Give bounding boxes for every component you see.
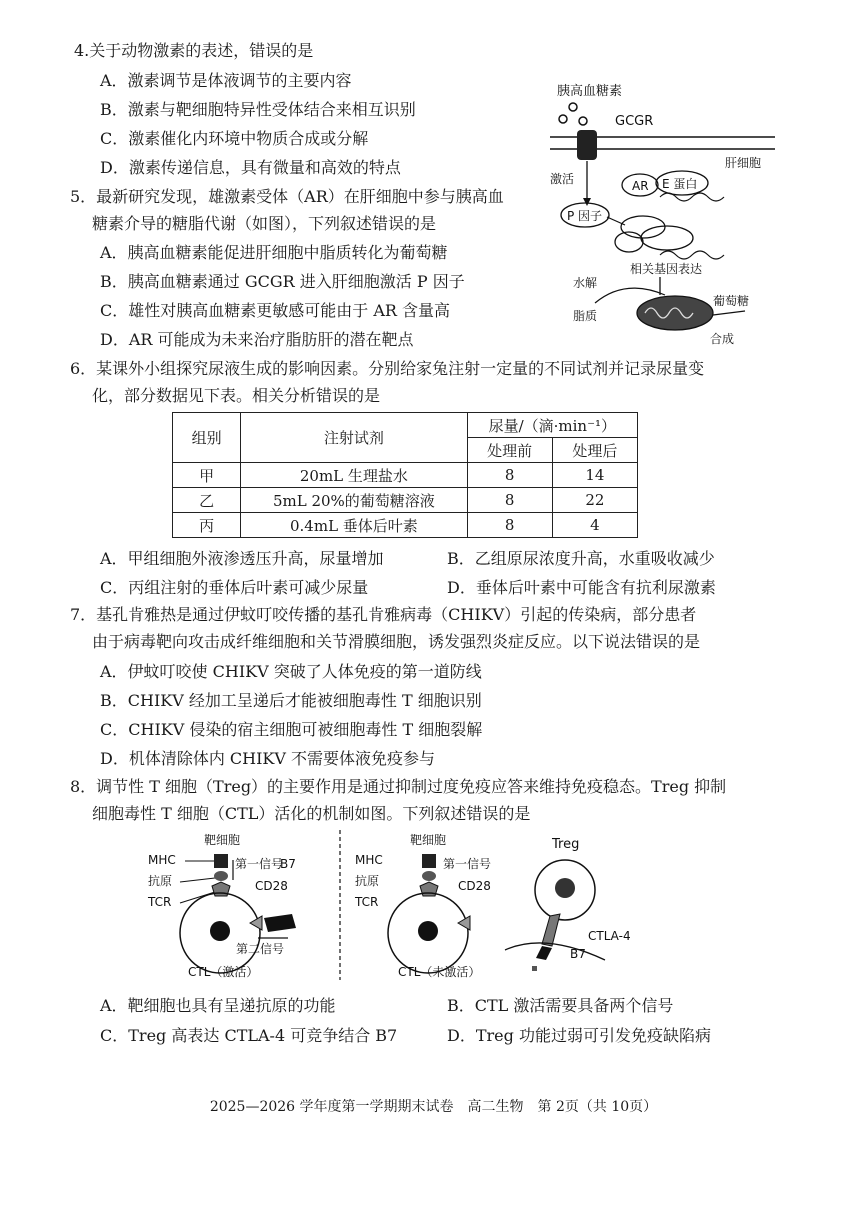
ctla4-icon xyxy=(542,914,560,946)
q8-option-b: B．CTL 激活需要具备两个信号 xyxy=(447,996,674,1015)
q5-option-c: C．雄性对胰高血糖素更敏感可能由于 AR 含量高 xyxy=(100,301,451,320)
glucagon-molecule-icon xyxy=(579,117,587,125)
ctla4-label: CTLA-4 xyxy=(588,929,631,943)
q7-option-d: D．机体清除体内 CHIKV 不需要体液免疫参与 xyxy=(100,749,436,768)
q5-stem-line2: 糖素介导的糖脂代谢（如图），下列叙述错误的是 xyxy=(92,214,437,233)
table-cell-group: 丙 xyxy=(173,513,241,538)
liver-cell-label: 肝细胞 xyxy=(725,156,762,170)
q6-stem-line1: 6．某课外小组探究尿液生成的影响因素。分别给家兔注射一定量的不同试剂并记录尿量变 xyxy=(70,359,705,378)
dna-strand-icon xyxy=(660,251,724,259)
b7-ligand-icon xyxy=(264,914,296,932)
cd28-receptor-icon xyxy=(458,916,470,930)
treg-mechanism-figure xyxy=(140,828,680,988)
p-factor-label: P 因子 xyxy=(567,209,603,223)
gcgr-receptor-icon xyxy=(577,130,597,160)
gene-expression-label: 相关基因表达 xyxy=(630,262,703,276)
antigen-label: 抗原 xyxy=(148,874,173,888)
table-header-urine: 尿量/（滴·min⁻¹） xyxy=(467,413,637,438)
mitochondrion-icon xyxy=(637,296,713,330)
cd28-label: CD28 xyxy=(255,879,288,893)
e-protein-label: E 蛋白 xyxy=(662,177,698,191)
glucagon-label: 胰高血糖素 xyxy=(557,84,623,99)
table-cell-group: 甲 xyxy=(173,463,241,488)
b7-label: B7 xyxy=(280,857,296,871)
b7-bound-icon xyxy=(536,946,552,960)
table-row xyxy=(173,488,638,513)
target-cell-label: 靶细胞 xyxy=(410,833,447,847)
q8-option-c: C．Treg 高表达 CTLA-4 可竞争结合 B7 xyxy=(100,1026,398,1045)
treg-label: Treg xyxy=(552,837,580,852)
mhc-label: MHC xyxy=(148,853,176,867)
table-row xyxy=(173,513,638,538)
table-cell-reagent: 5mL 20%的葡萄糖溶液 xyxy=(241,488,467,513)
table-header-group: 组别 xyxy=(173,413,241,463)
q7-option-b: B．CHIKV 经加工呈递后才能被细胞毒性 T 细胞识别 xyxy=(100,691,482,710)
q5-option-b: B．胰高血糖素通过 GCGR 进入肝细胞激活 P 因子 xyxy=(100,272,465,291)
cd28-label: CD28 xyxy=(458,879,491,893)
q6-option-d: D．垂体后叶素中可能含有抗利尿激素 xyxy=(447,578,716,597)
mhc-label: MHC xyxy=(355,853,383,867)
q8-stem-line1: 8．调节性 T 细胞（Treg）的主要作用是通过抑制过度免疫应答来维持免疫稳态。Treg 抑制 xyxy=(70,777,727,796)
q4-option-d: D．激素传递信息，具有微量和高效的特点 xyxy=(100,158,401,177)
page-footer: 2025—2026 学年度第一学期期末试卷 高二生物 第 2页（共 10页） xyxy=(209,1099,658,1115)
table-cell-reagent: 20mL 生理盐水 xyxy=(241,463,467,488)
lipid-label: 脂质 xyxy=(573,309,598,323)
synthesis-label: 合成 xyxy=(710,332,735,346)
small-particle-icon xyxy=(532,966,537,971)
q4-stem: 4.关于动物激素的表述，错误的是 xyxy=(74,41,314,60)
glucose-arrow xyxy=(713,311,745,315)
table-cell-before: 8 xyxy=(467,513,552,538)
q5-option-a: A．胰高血糖素能促进肝细胞中脂质转化为葡萄糖 xyxy=(100,243,448,262)
arrow-head-icon xyxy=(583,198,591,206)
tcr-label: TCR xyxy=(355,895,379,909)
q4-option-a: A．激素调节是体液调节的主要内容 xyxy=(100,71,352,90)
q5-stem-line1: 5．最新研究发现，雄激素受体（AR）在肝细胞中参与胰高血 xyxy=(70,187,504,206)
q5-option-d: D．AR 可能成为未来治疗脂肪肝的潜在靶点 xyxy=(100,330,414,349)
apc-membrane-arc xyxy=(505,943,605,960)
table-cell-before: 8 xyxy=(467,488,552,513)
mhc-icon xyxy=(422,854,436,868)
b7-label: B7 xyxy=(570,947,586,961)
urine-data-table xyxy=(172,412,638,538)
table-header-after: 处理后 xyxy=(552,438,637,463)
q7-stem-line1: 7．基孔肯雅热是通过伊蚊叮咬传播的基孔肯雅病毒（CHIKV）引起的传染病，部分患者 xyxy=(70,605,697,624)
gcgr-label: GCGR xyxy=(615,114,654,129)
q8-stem-line2: 细胞毒性 T 细胞（CTL）活化的机制如图。下列叙述错误的是 xyxy=(92,804,531,823)
q7-option-c: C．CHIKV 侵染的宿主细胞可被细胞毒性 T 细胞裂解 xyxy=(100,720,483,739)
table-header-before: 处理前 xyxy=(467,438,552,463)
q7-stem-line2: 由于病毒靶向攻击成纤维细胞和关节滑膜细胞，诱发强烈炎症反应。以下说法错误的是 xyxy=(92,632,701,651)
glucose-label: 葡萄糖 xyxy=(713,294,750,308)
signal2-label: 第二信号 xyxy=(236,942,285,956)
q6-option-c: C．丙组注射的垂体后叶素可减少尿量 xyxy=(100,578,369,597)
q8-option-a: A．靶细胞也具有呈递抗原的功能 xyxy=(100,996,336,1015)
table-cell-reagent: 0.4mL 垂体后叶素 xyxy=(241,513,467,538)
table-cell-after: 22 xyxy=(552,488,637,513)
signal1-label: 第一信号 xyxy=(235,857,284,871)
antigen-icon xyxy=(422,871,436,881)
target-cell-label: 靶细胞 xyxy=(204,833,241,847)
glucagon-pathway-figure xyxy=(545,75,780,350)
q8-option-d: D．Treg 功能过弱可引发免疫缺陷病 xyxy=(447,1026,711,1045)
q6-option-b: B．乙组原尿浓度升高，水重吸收减少 xyxy=(447,549,715,568)
antigen-icon xyxy=(214,871,228,881)
ar-label: AR xyxy=(632,179,649,193)
antigen-pointer xyxy=(180,878,215,882)
signal1-label: 第一信号 xyxy=(443,857,492,871)
glucagon-molecule-icon xyxy=(569,103,577,111)
tcr-label: TCR xyxy=(148,895,172,909)
cd28-receptor-icon xyxy=(250,916,262,930)
table-cell-after: 14 xyxy=(552,463,637,488)
q6-option-a: A．甲组细胞外液渗透压升高，尿量增加 xyxy=(100,549,384,568)
ctl-nucleus-icon xyxy=(210,921,230,941)
q7-option-a: A．伊蚊叮咬使 CHIKV 突破了人体免疫的第一道防线 xyxy=(100,662,482,681)
mhc-icon xyxy=(214,854,228,868)
q6-stem-line2: 化，部分数据见下表。相关分析错误的是 xyxy=(92,386,381,405)
q4-option-c: C．激素催化内环境中物质合成或分解 xyxy=(100,129,369,148)
antigen-label: 抗原 xyxy=(355,874,380,888)
table-cell-group: 乙 xyxy=(173,488,241,513)
activate-label: 激活 xyxy=(550,172,575,186)
glucagon-molecule-icon xyxy=(559,115,567,123)
table-cell-after: 4 xyxy=(552,513,637,538)
table-header-reagent: 注射试剂 xyxy=(241,413,467,463)
table-row xyxy=(173,463,638,488)
ctl-nucleus-icon xyxy=(418,921,438,941)
ctl-active-label: CTL（激活） xyxy=(188,965,259,979)
hydrolysis-label: 水解 xyxy=(573,276,598,290)
q4-option-b: B．激素与靶细胞特异性受体结合来相互识别 xyxy=(100,100,416,119)
ctl-inactive-label: CTL（未激活） xyxy=(398,965,481,979)
table-cell-before: 8 xyxy=(467,463,552,488)
treg-nucleus-icon xyxy=(555,878,575,898)
